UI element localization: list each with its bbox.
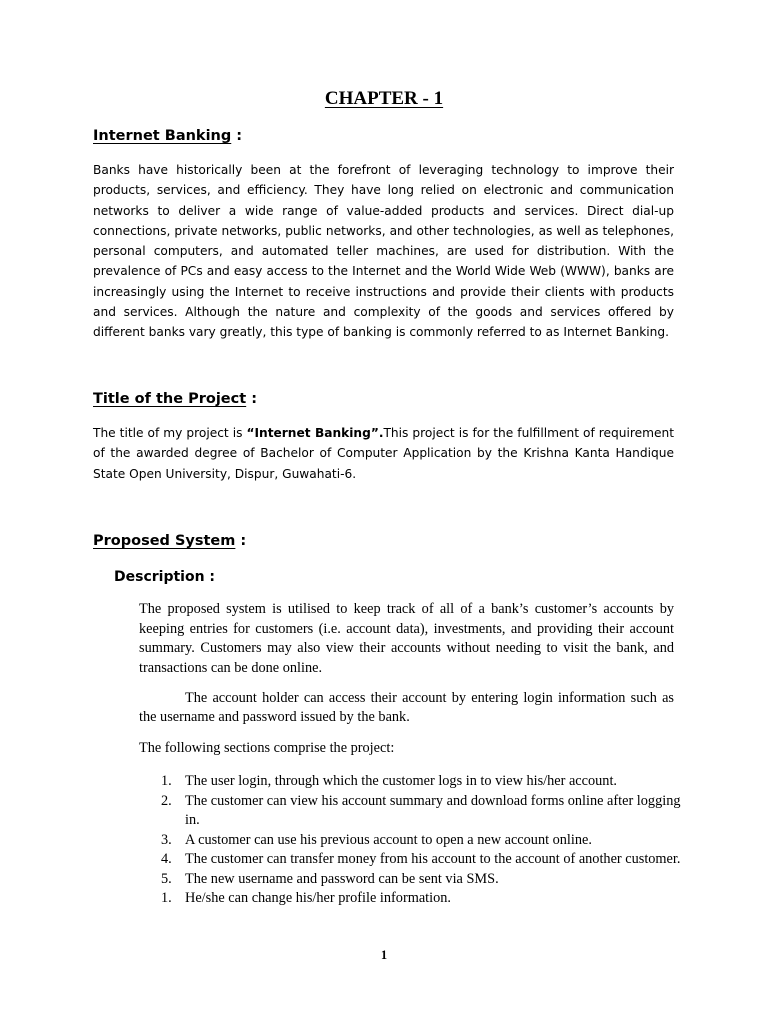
list-item: 4. The customer can transfer money from his account to the account of another customer.: [161, 851, 681, 867]
proposed-system-heading: Proposed System :: [93, 533, 247, 549]
chapter-title: CHAPTER - 1: [324, 88, 444, 109]
description-paragraph-3: The following sections comprise the project:: [139, 739, 395, 756]
description-heading: Description :: [114, 569, 216, 585]
list-item: 3. A customer can use his previous account to open a new account online.: [161, 831, 592, 848]
title-of-project-heading: Title of the Project :: [93, 391, 258, 407]
project-sections-list: [161, 772, 681, 909]
title-of-project-paragraph: The title of my project is “Internet Banking”.This project is for the fulfillment of requirement of the awarded degree of Bachelor of Computer Application by the Krishna Kanta Handique State Open University, Dispur, Guwahati-6.: [93, 426, 674, 481]
list-item: 1. The user login, through which the customer logs in to view his/her account.: [161, 773, 617, 789]
page-number: 1: [380, 948, 388, 962]
project-name: “Internet Banking”.: [246, 426, 384, 440]
list-item: 1. He/she can change his/her profile information.: [161, 890, 451, 906]
description-paragraph-2: The account holder can access their account by entering login information such as the username and password issued by the bank.: [139, 689, 674, 726]
description-paragraph-1: The proposed system is utilised to keep track of all of a bank’s customer’s accounts by keeping entries for customers (i.e. account data), investments, and providing their account summary. Customers may also view their accounts without needing to visit the bank, and transactions can be done online.: [139, 601, 674, 676]
description-paragraphs: [139, 600, 674, 769]
internet-banking-paragraph: Banks have historically been at the forefront of leveraging technology to improve their products, services, and efficiency. They have long relied on electronic and communication networks to deliver a wide range of value-added products and services. Direct dial-up connections, private networks, public networks, and other technologies, as well as telephones, personal computers, and automated teller machines, are used for distribution. With the prevalence of PCs and easy access to the Internet and the World Wide Web (WWW), banks are increasingly using the Internet to receive instructions and provide their clients with products and services. Although the nature and complexity of the goods and services offered by different banks vary greatly, this type of banking is commonly referred to as Internet Banking.: [93, 163, 674, 340]
list-item: 5. The new username and password can be sent via SMS.: [161, 870, 499, 887]
list-item: 2. The customer can view his account summary and download forms online after logging in.: [161, 792, 681, 828]
internet-banking-heading: Internet Banking :: [93, 128, 243, 144]
